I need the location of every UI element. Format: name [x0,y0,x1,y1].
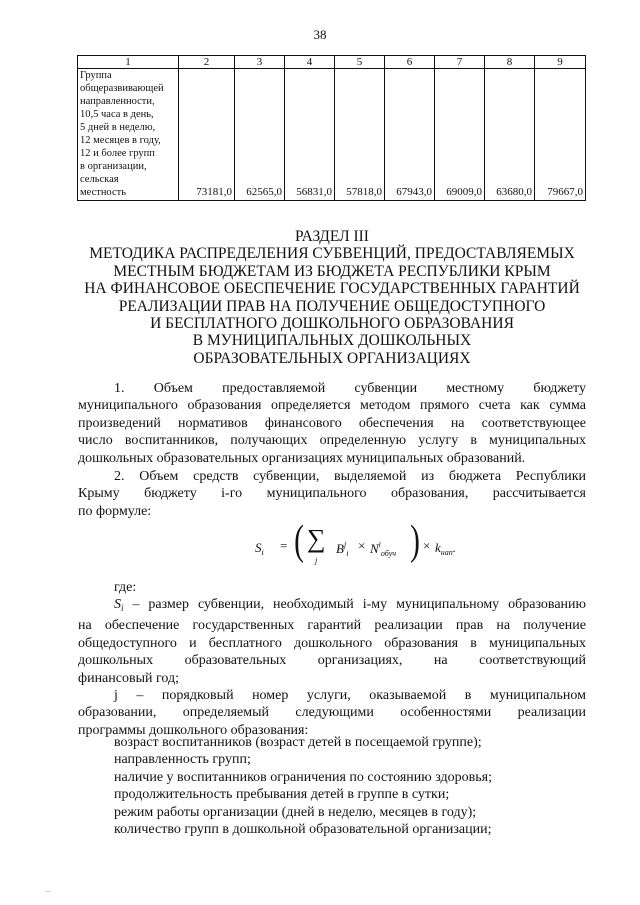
list-item: режим работы организации (дней в неделю, месяцев в году); [114,804,477,820]
formula-left-paren: ( [294,518,304,564]
corner-mark: ... [45,885,51,894]
paragraph-line: 2. Объем средств субвенции, выделяемой из бюджета Республики [114,469,586,484]
row-description-line: сельская [80,174,119,185]
criteria-list [114,734,584,838]
definition-symbol: S [114,597,121,612]
where-label: где: [114,580,137,595]
formula [255,520,575,572]
table-value-cell: 63680,0 [485,69,535,201]
table-value-cell: 57818,0 [335,69,385,201]
table-header-cell: 1 [78,56,179,69]
section-title [78,228,586,367]
formula-coefficient: $k_{нап}$. [435,540,456,557]
row-description-line: направленности, [80,96,155,107]
table-header-cell: 3 [235,56,285,69]
list-item: наличие у воспитанников ограничения по состоянию здоровья; [114,769,492,785]
paragraph-1 [78,380,586,467]
table-value-cell: 67943,0 [385,69,435,201]
formula-pupils: $N^i_{обуч}$ [370,540,397,558]
section-title-line: РЕАЛИЗАЦИИ ПРАВ НА ПОЛУЧЕНИЕ ОБЩЕДОСТУПНОГО [118,297,546,315]
section-title-line: МЕТОДИКА РАСПРЕДЕЛЕНИЯ СУБВЕНЦИЙ, ПРЕДОСТАВЛЯЕМЫХ [89,245,575,263]
row-description-line: общеразвивающей [80,83,164,94]
row-description-line: Группа [80,70,112,81]
definition-line: финансовый год; [78,670,179,686]
paragraph-line: по формуле: [78,503,152,519]
definition-line: общедоступного и бесплатного дошкольного образования в муниципальных [78,635,586,651]
table-header-cell: 9 [535,56,586,69]
paragraph-line: число воспитанников, получающих определенную услугу в муниципальных [78,433,586,449]
list-item: продолжительность пребывания детей в группе в сутки; [114,787,450,803]
table-value-cell: 56831,0 [285,69,335,201]
list-item: возраст воспитанников (возраст детей в посещаемой группе); [114,735,482,750]
table-header-cell: 8 [485,56,535,69]
formula-right-paren: ) [410,518,420,564]
definition-line: на обеспечение государственных гарантий реализации прав на получение [78,618,586,634]
formula-normative: $B^j_i$ [336,540,349,558]
table-value-cell: 62565,0 [235,69,285,201]
formula-times: × [423,538,431,553]
row-description-line: 12 месяцев в году, [80,135,161,146]
definition-line: дошкольных образовательных организациях, на соответствующий [78,653,586,669]
paragraph-line: произведений нормативов финансового обеспечения на соответствующее [78,415,586,431]
row-description-line: в организации, [80,161,147,172]
table-row [78,69,586,201]
table-header-cell: 7 [435,56,485,69]
table-header-cell: 4 [285,56,335,69]
page-number: 38 [313,27,327,42]
section-title-line: В МУНИЦИПАЛЬНЫХ ДОШКОЛЬНЫХ [192,332,472,350]
definition-line: $S_i$ – размер субвенции, необходимый i-му муниципальному образованию [114,597,586,613]
section-title-line: МЕСТНЫМ БЮДЖЕТАМ ИЗ БЮДЖЕТА РЕСПУБЛИКИ КРЫМ [113,262,551,280]
table-header-cell: 6 [385,56,435,69]
formula-sum-icon: ∑ [307,524,326,553]
table-header-row [78,56,586,69]
section-title-line: И БЕСПЛАТНОГО ДОШКОЛЬНОГО ОБРАЗОВАНИЯ [150,315,514,333]
definition-line: образовании, определяемый следующими особенностями реализации [78,705,586,721]
paragraph-line: муниципального образования определяется методом прямого счета как сумма [78,398,586,414]
row-description-cell [78,69,179,201]
formula-times: × [358,538,366,553]
row-description-line: 10,5 часа в день, [80,109,154,120]
table-value-cell: 79667,0 [535,69,586,201]
table-value-cell: 73181,0 [179,69,235,201]
table-header-cell: 2 [179,56,235,69]
definitions [78,596,586,739]
row-description-line: 5 дней в неделю, [80,122,156,133]
section-title-line: ОБРАЗОВАТЕЛЬНЫХ ОРГАНИЗАЦИЯХ [193,349,471,367]
definition-line: j – порядковый номер услуги, оказываемой в муниципальном [114,688,586,704]
definition-line: программы дошкольного образования: [78,722,309,738]
section-title-line: РАЗДЕЛ III [295,228,369,245]
section-title-line: НА ФИНАНСОВОЕ ОБЕСПЕЧЕНИЕ ГОСУДАРСТВЕННЫХ ГАРАНТИЙ [84,280,580,298]
formula-lhs: $S_i$ [255,540,264,557]
formula-equals: = [280,538,288,553]
row-description-line: местность [80,187,126,198]
table-value-cell: 69009,0 [435,69,485,201]
list-item: количество групп в дошкольной образовательной организации; [114,822,492,838]
paragraph-line: 1. Объем предоставляемой субвенции местному бюджету [114,381,586,396]
row-description-line: 12 и более групп [80,148,155,159]
list-item: направленность групп; [114,752,251,768]
paragraph-line: Крыму бюджету i-го муниципального образования, рассчитывается [78,486,586,502]
paragraph-line: дошкольных образовательных организациях муниципальных образований. [78,450,526,466]
data-table [77,55,586,201]
table-header-cell: 5 [335,56,385,69]
paragraph-2 [78,468,586,520]
formula-sum-index: j [315,556,318,565]
